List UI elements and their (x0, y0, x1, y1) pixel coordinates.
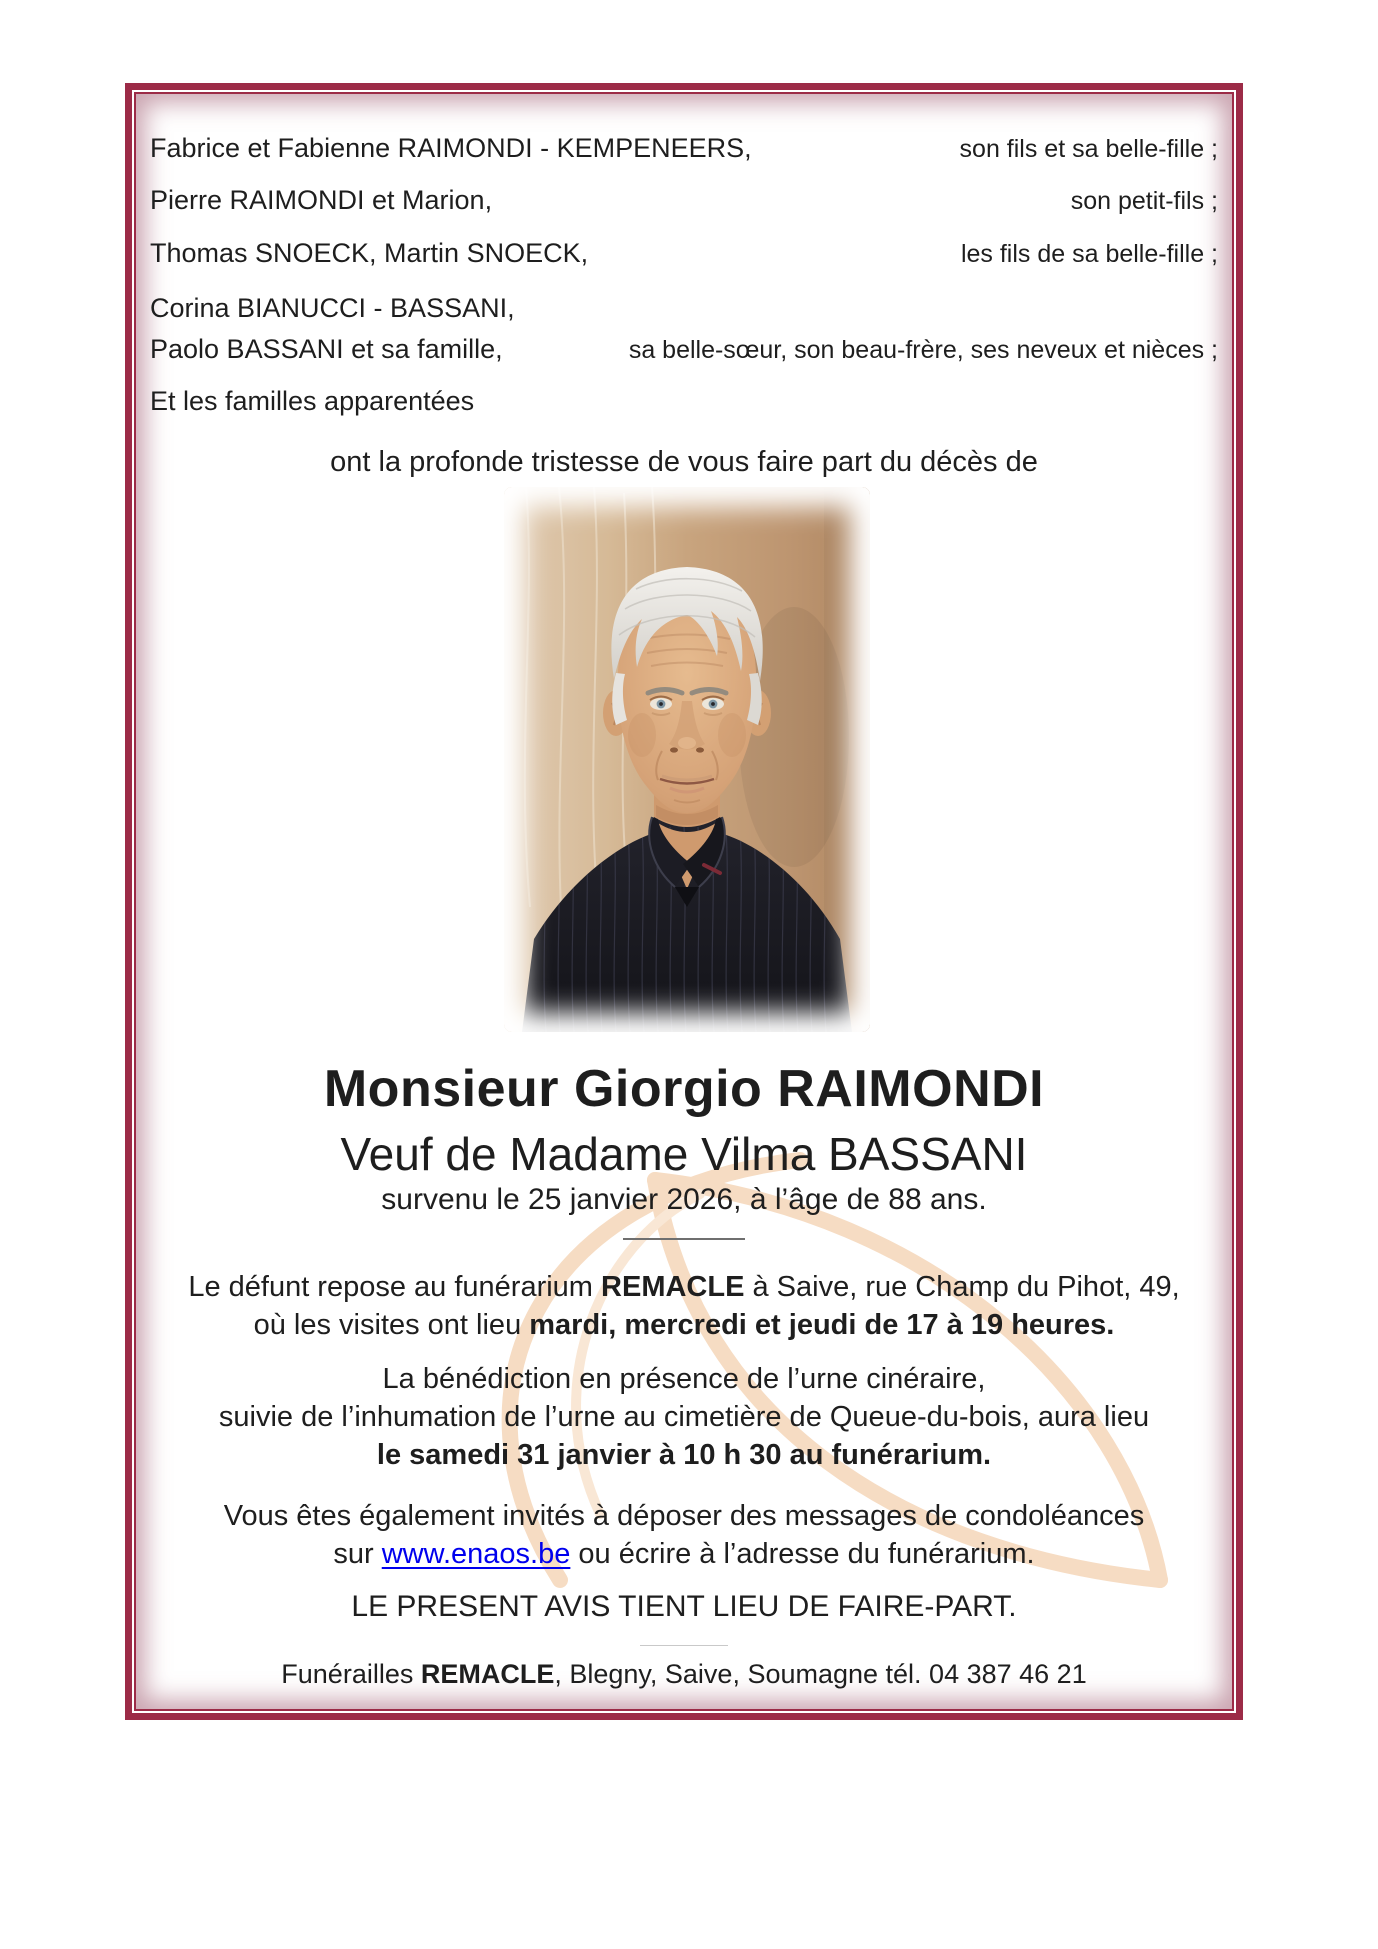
deceased-subtitle: Veuf de Madame Vilma BASSANI (340, 1128, 1028, 1180)
funeral-home-footer (136, 1659, 1232, 1689)
divider (623, 1238, 745, 1240)
ceremony-datetime: le samedi 31 janvier à 10 h 30 au funérarium. (376, 1439, 992, 1471)
condolences-text: sur (333, 1538, 382, 1570)
condolences-text: ou écrire à l’adresse du funérarium. (570, 1538, 1035, 1570)
family-names: Pierre RAIMONDI et Marion, (150, 185, 493, 215)
family-names: Fabrice et Fabienne RAIMONDI - KEMPENEERS, (150, 133, 752, 163)
condolences-line (136, 1535, 1232, 1573)
legal-notice: LE PRESENT AVIS TIENT LIEU DE FAIRE-PART. (351, 1590, 1017, 1623)
family-relation: son fils et sa belle-fille ; (959, 135, 1218, 163)
family-row (136, 240, 1232, 268)
family-row (136, 135, 1232, 163)
decorative-frame (125, 83, 1243, 1720)
family-row (136, 295, 1232, 322)
family-names: Paolo BASSANI et sa famille, (150, 334, 503, 364)
enaos-website-link[interactable]: www.enaos.be (381, 1538, 571, 1570)
funeral-home-name: REMACLE (601, 1271, 745, 1303)
benediction-paragraph (136, 1360, 1232, 1474)
family-names: Et les familles apparentées (150, 386, 475, 416)
family-relation: sa belle-sœur, son beau-frère, ses neveux et nièces ; (628, 336, 1218, 364)
family-relation: son petit-fils ; (1070, 187, 1218, 215)
footer-funeral-home-name: REMACLE (420, 1659, 555, 1689)
intro-sentence: ont la profonde tristesse de vous faire part du décès de (330, 446, 1038, 478)
family-row (136, 187, 1232, 215)
visits-text: où les visites ont lieu (253, 1309, 530, 1341)
frame-inner (134, 92, 1234, 1711)
divider (640, 1645, 728, 1646)
condolences-paragraph (136, 1497, 1232, 1573)
repose-paragraph (136, 1268, 1232, 1344)
death-date-age: survenu le 25 janvier 2026, à l’âge de 88 ans. (381, 1183, 987, 1216)
portrait-illustration (504, 487, 870, 1032)
family-relation: les fils de sa belle-fille ; (960, 240, 1218, 268)
repose-line (136, 1268, 1232, 1306)
footer-text: Funérailles (281, 1659, 421, 1689)
deceased-photo (504, 487, 870, 1032)
repose-text: Le défunt repose au funérarium (188, 1271, 602, 1303)
family-names: Corina BIANUCCI - BASSANI, (150, 293, 515, 323)
condolences-line: Vous êtes également invités à déposer des messages de condoléances (223, 1500, 1145, 1532)
footer-contact: , Blegny, Saive, Soumagne tél. 04 387 46 21 (554, 1659, 1087, 1689)
repose-address: à Saive, rue Champ du Pihot, 49, (744, 1271, 1180, 1303)
family-names: Thomas SNOECK, Martin SNOECK, (150, 238, 589, 268)
deceased-name: Monsieur Giorgio RAIMONDI (323, 1060, 1045, 1118)
benediction-line: La bénédiction en présence de l’urne cinéraire, (382, 1363, 986, 1395)
family-row (136, 388, 1232, 415)
visits-schedule: mardi, mercredi et jeudi de 17 à 19 heures. (529, 1309, 1115, 1341)
family-row (136, 336, 1232, 364)
visits-line (136, 1306, 1232, 1344)
benediction-line: suivie de l’inhumation de l’urne au cimetière de Queue-du-bois, aura lieu (218, 1401, 1150, 1433)
